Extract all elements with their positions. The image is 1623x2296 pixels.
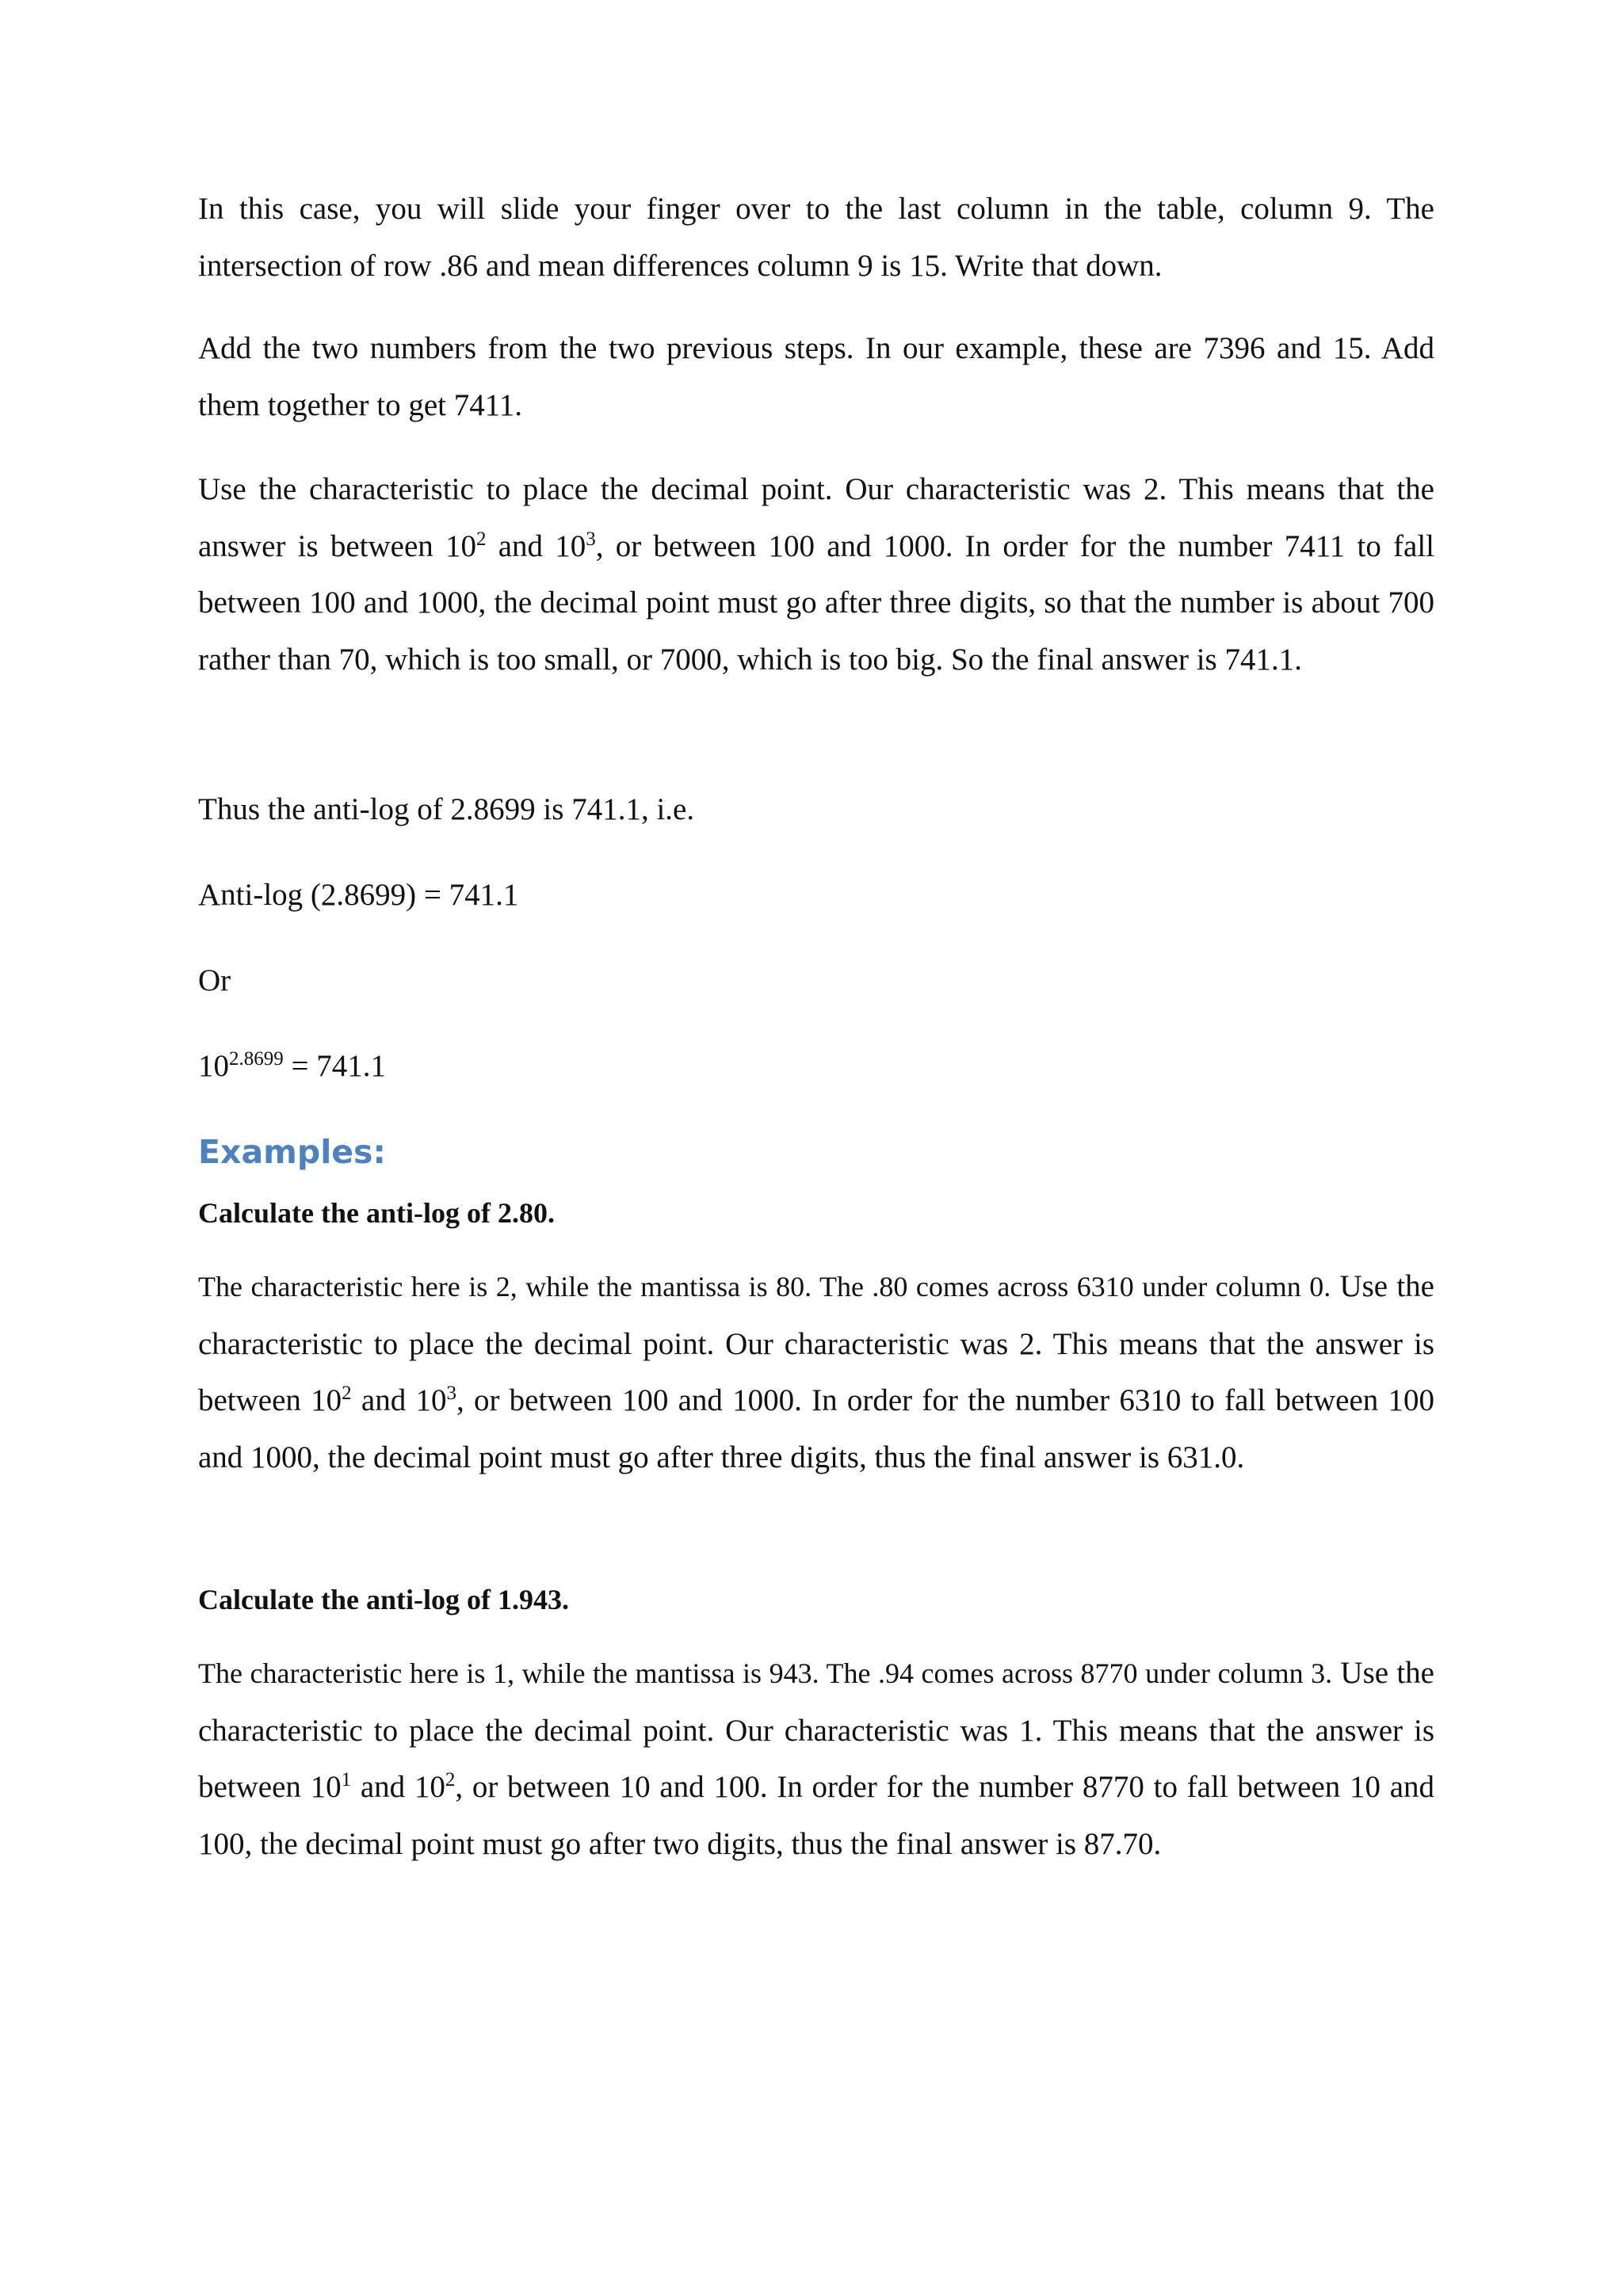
paragraph-text: Use the characteristic to place the decimal point. Our characteristic was 2. This means that the answer is between 10 [198, 1269, 1434, 1417]
paragraph-mean-differences [198, 181, 1434, 294]
exponent: 3 [586, 528, 596, 550]
paragraph-text: The characteristic here is 2, while the mantissa is 80. The .80 comes across 6310 under column 0. [198, 1271, 1331, 1302]
example-2-title: Calculate the anti-log of 1.943. [198, 1584, 569, 1615]
equation-power [198, 1038, 1434, 1095]
paragraph-text: Thus the anti-log of 2.8699 is 741.1, i.e. [198, 792, 695, 826]
paragraph-text: and 10 [351, 1770, 445, 1804]
paragraph-add-numbers [198, 320, 1434, 433]
paragraph-text: Use the characteristic to place the decimal point. Our characteristic was 2. This means that the answer is between 10 [198, 472, 1434, 563]
exponent: 1 [341, 1769, 352, 1791]
paragraph-text: Use the characteristic to place the decimal point. Our characteristic was 1. This means that the answer is between 10 [198, 1656, 1434, 1804]
example-1-title: Calculate the anti-log of 2.80. [198, 1197, 555, 1229]
paragraph-text: The characteristic here is 1, while the mantissa is 943. The .94 comes across 8770 under column 3. [198, 1657, 1333, 1689]
example-1-body [198, 1258, 1434, 1486]
examples-heading: Examples: [198, 1133, 386, 1171]
equation-text: Anti-log (2.8699) = 741.1 [198, 878, 519, 912]
exponent: 2 [342, 1383, 352, 1404]
paragraph-text: , or between 100 and 1000. In order for the number 7411 to fall between 100 and 1000, the decimal point must go after three digits, so that the number is about 700 rather than 70, which is too small, or 7000, which is too big. So the final answer is 741.1. [198, 528, 1434, 677]
paragraph-text: and 10 [351, 1383, 447, 1417]
exponent: 2 [445, 1769, 456, 1791]
equation-base: 10 [198, 1049, 229, 1083]
paragraph-text: Add the two numbers from the two previous steps. In our example, these are 7396 and 15. Add them together to get 7411. [198, 331, 1434, 422]
paragraph-or [198, 952, 1434, 1009]
paragraph-thus [198, 781, 1434, 838]
exponent: 2.8699 [229, 1048, 284, 1070]
equation-result: = 741.1 [283, 1049, 386, 1083]
example-2-body [198, 1645, 1434, 1872]
equation-antilog [198, 867, 1434, 924]
paragraph-text: and 10 [486, 528, 586, 563]
paragraph-text: Or [198, 963, 231, 997]
paragraph-text: , or between 10 and 100. In order for the number 8770 to fall between 10 and 100, the decimal point must go after two digits, thus the final answer is 87.70. [198, 1770, 1435, 1861]
paragraph-text: , or between 100 and 1000. In order for the number 6310 to fall between 100 and 1000, the decimal point must go after three digits, thus the final answer is 631.0. [198, 1383, 1434, 1474]
exponent: 3 [446, 1383, 456, 1404]
paragraph-text: In this case, you will slide your finger over to the last column in the table, column 9. The intersection of row .86 and mean differences column 9 is 15. Write that down. [198, 192, 1434, 283]
exponent: 2 [476, 528, 487, 550]
paragraph-decimal-point [198, 461, 1434, 688]
